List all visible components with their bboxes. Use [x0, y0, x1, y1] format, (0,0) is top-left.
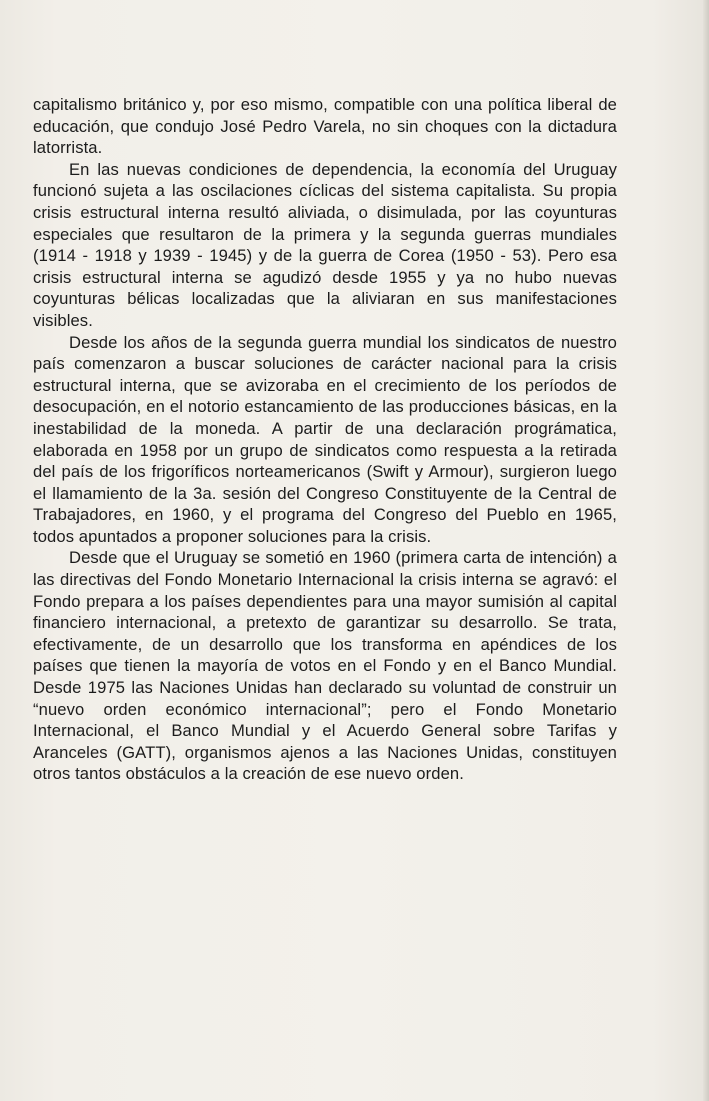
paragraph-3: Desde los años de la segunda guerra mundial los sindicatos de nuestro país comenzaron a buscar soluciones de carácter nacional para la crisis estructural interna, que se avizoraba en el crecimiento de los períodos de desocupación, en el notorio estancamiento de las producciones básicas, en la inestabilidad de la moneda. A partir de una declaración prográmatica, elaborada en 1958 por un grupo de sindicatos como respuesta a la retirada del país de los frigoríficos norteamericanos (Swift y Armour), surgieron luego el llamamiento de la 3a. sesión del Congreso Constituyente de la Central de Trabajadores, en 1960, y el programa del Congreso del Pueblo en 1965, todos apuntados a proponer soluciones para la crisis.	[33, 332, 617, 546]
paragraph-4: Desde que el Uruguay se sometió en 1960 (primera carta de intención) a las directivas del Fondo Monetario Internacional la crisis interna se agravó: el Fondo prepara a los países dependientes para una mayor sumisión al capital financiero internacional, a pretexto de garantizar su desarrollo. Se trata, efectivamente, de un desarrollo que los transforma en apéndices de los países que tienen la mayoría de votos en el Fondo y en el Banco Mundial. Desde 1975 las Naciones Unidas han declarado su voluntad de construir un “nuevo orden económico internacional”; pero el Fondo Monetario Internacional, el Banco Mundial y el Acuerdo General sobre Tarifas y Aranceles (GATT), organismos ajenos a las Naciones Unidas, constituyen otros tantos obstáculos a la creación de ese nuevo orden.	[33, 548, 617, 784]
paragraph-1: capitalismo británico y, por eso mismo, compatible con una política liberal de educación, que condujo José Pedro Varela, no sin choques con la dictadura latorrista.	[33, 95, 617, 158]
body-text	[33, 94, 617, 785]
page-edge-shadow	[703, 0, 709, 1101]
paragraph-2: En las nuevas condiciones de dependencia, la economía del Uruguay funcionó sujeta a las oscilaciones cíclicas del sistema capitalista. Su propia crisis estructural interna resultó aliviada, o disimulada, por las coyunturas especiales que resultaron de la primera y la segunda guerras mundiales (1914 - 1918 y 1939 - 1945) y de la guerra de Corea (1950 - 53). Pero esa crisis estructural interna se agudizó desde 1955 y ya no hubo nuevas coyunturas bélicas localizadas que la aliviaran en sus manifestaciones visibles.	[33, 159, 617, 330]
